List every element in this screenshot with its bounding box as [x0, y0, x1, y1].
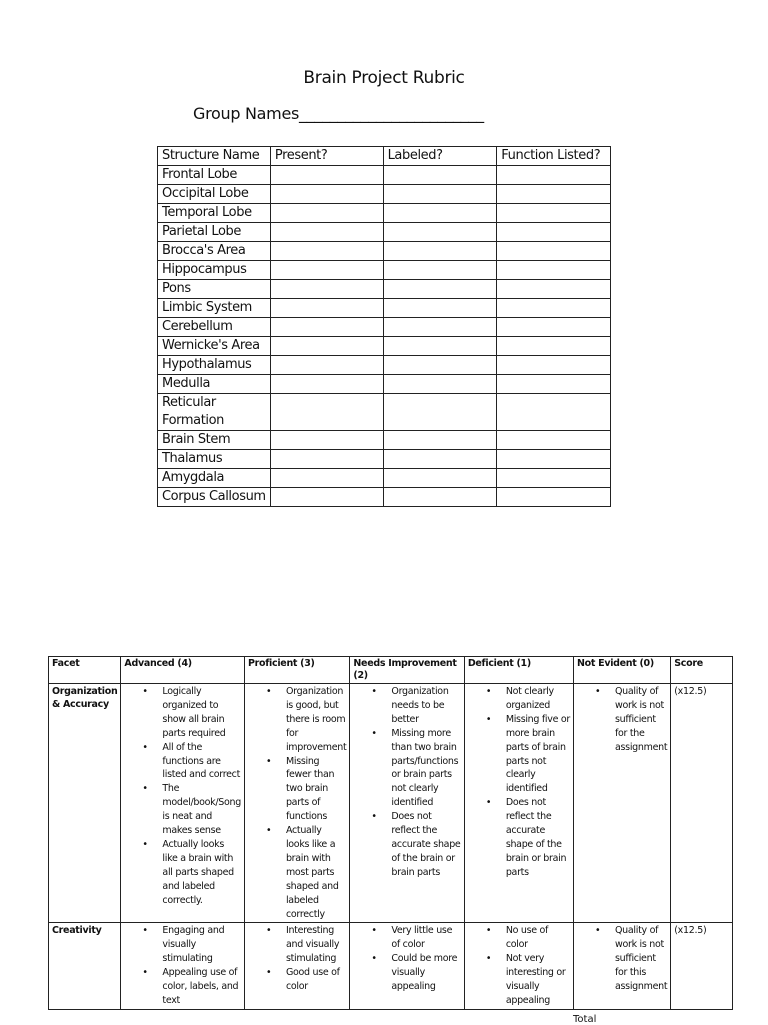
criteria-item: • Appealing use of color, labels, and text: [162, 966, 241, 1008]
criteria-item: • Missing fewer than two brain parts of functions: [286, 755, 346, 825]
present-cell: [270, 318, 383, 337]
not-evident-criteria-cell: [574, 684, 671, 923]
present-cell: [270, 450, 383, 469]
checklist-row: [158, 242, 611, 261]
function-listed-cell: [497, 488, 611, 507]
criteria-item: • Missing more than two brain parts/functions or brain parts not clearly identified: [391, 727, 460, 810]
criteria-list: [577, 685, 667, 755]
present-cell: [270, 223, 383, 242]
checklist-row: [158, 356, 611, 375]
advanced-criteria-cell: [121, 923, 245, 1009]
structure-name-cell: Temporal Lobe: [158, 204, 271, 223]
checklist-row: [158, 394, 611, 431]
labeled-cell: [383, 450, 497, 469]
criteria-item: • Interesting and visually stimulating: [286, 924, 346, 966]
structure-name-cell: Medulla: [158, 375, 271, 394]
function-listed-cell: [497, 318, 611, 337]
criteria-item: • Does not reflect the accurate shape of the brain or brain parts: [391, 810, 460, 880]
structure-name-cell: Reticular Formation: [158, 394, 271, 431]
present-cell: [270, 488, 383, 507]
criteria-item: • Organization needs to be better: [391, 685, 460, 727]
labeled-cell: [383, 318, 497, 337]
page-title: Brain Project Rubric: [303, 68, 465, 88]
criteria-item: • The model/book/Song is neat and makes sense: [162, 782, 241, 838]
structure-name-cell: Amygdala: [158, 469, 271, 488]
rubric-row: [49, 923, 733, 1009]
checklist-row: [158, 450, 611, 469]
rubric-header-deficient: Deficient (1): [464, 657, 573, 684]
present-cell: [270, 261, 383, 280]
structure-name-cell: Wernicke's Area: [158, 337, 271, 356]
rubric-header-row: [49, 657, 733, 684]
rubric-table: [48, 656, 733, 1010]
function-listed-cell: [497, 431, 611, 450]
checklist-row: [158, 488, 611, 507]
labeled-cell: [383, 204, 497, 223]
function-listed-cell: [497, 242, 611, 261]
checklist-row: [158, 280, 611, 299]
function-listed-cell: [497, 375, 611, 394]
advanced-criteria-cell: [121, 684, 245, 923]
labeled-cell: [383, 223, 497, 242]
header-function-listed: Function Listed?: [497, 147, 611, 166]
function-listed-cell: [497, 469, 611, 488]
criteria-item: • Missing five or more brain parts of brain parts not clearly identified: [506, 713, 570, 796]
criteria-item: • Organization is good, but there is room for improvement: [286, 685, 346, 755]
checklist-row: [158, 204, 611, 223]
header-labeled: Labeled?: [383, 147, 497, 166]
present-cell: [270, 375, 383, 394]
function-listed-cell: [497, 261, 611, 280]
proficient-criteria-cell: [244, 923, 349, 1009]
structure-name-cell: Brain Stem: [158, 431, 271, 450]
function-listed-cell: [497, 280, 611, 299]
labeled-cell: [383, 166, 497, 185]
criteria-list: [124, 685, 241, 908]
labeled-cell: [383, 280, 497, 299]
criteria-item: • Quality of work is not sufficient for the assignment: [615, 685, 667, 755]
structure-name-cell: Pons: [158, 280, 271, 299]
present-cell: [270, 242, 383, 261]
present-cell: [270, 337, 383, 356]
function-listed-cell: [497, 337, 611, 356]
structure-name-cell: Cerebellum: [158, 318, 271, 337]
checklist-row: [158, 318, 611, 337]
structure-name-cell: Thalamus: [158, 450, 271, 469]
structure-name-cell: Corpus Callosum: [158, 488, 271, 507]
present-cell: [270, 394, 383, 431]
present-cell: [270, 299, 383, 318]
labeled-cell: [383, 337, 497, 356]
rubric-header-proficient: Proficient (3): [244, 657, 349, 684]
checklist-row: [158, 299, 611, 318]
group-names-line: Group Names________________________: [193, 104, 484, 123]
checklist-row: [158, 185, 611, 204]
criteria-item: • Could be more visually appealing: [391, 952, 460, 994]
checklist-row: [158, 261, 611, 280]
structure-name-cell: Hippocampus: [158, 261, 271, 280]
labeled-cell: [383, 299, 497, 318]
function-listed-cell: [497, 166, 611, 185]
not-evident-criteria-cell: [574, 923, 671, 1009]
labeled-cell: [383, 375, 497, 394]
total-label: Total: [573, 1014, 597, 1025]
function-listed-cell: [497, 204, 611, 223]
function-listed-cell: [497, 185, 611, 204]
structure-checklist-table: [157, 146, 611, 507]
function-listed-cell: [497, 299, 611, 318]
present-cell: [270, 356, 383, 375]
checklist-header-row: [158, 147, 611, 166]
function-listed-cell: [497, 356, 611, 375]
structure-name-cell: Brocca's Area: [158, 242, 271, 261]
checklist-row: [158, 223, 611, 242]
labeled-cell: [383, 242, 497, 261]
criteria-list: [248, 924, 346, 994]
function-listed-cell: [497, 223, 611, 242]
facet-cell: Creativity: [49, 923, 121, 1009]
criteria-item: • Actually looks like a brain with most parts shaped and labeled correctly: [286, 824, 346, 921]
rubric-header-needs-improvement: Needs Improvement (2): [350, 657, 464, 684]
criteria-list: [577, 924, 667, 994]
proficient-criteria-cell: [244, 684, 349, 923]
function-listed-cell: [497, 394, 611, 431]
header-structure-name: Structure Name: [158, 147, 271, 166]
present-cell: [270, 469, 383, 488]
labeled-cell: [383, 356, 497, 375]
criteria-list: [353, 685, 460, 880]
criteria-list: [468, 924, 570, 1007]
structure-name-cell: Parietal Lobe: [158, 223, 271, 242]
rubric-header-facet: Facet: [49, 657, 121, 684]
criteria-item: • Good use of color: [286, 966, 346, 994]
criteria-list: [468, 685, 570, 880]
present-cell: [270, 166, 383, 185]
checklist-row: [158, 166, 611, 185]
checklist-row: [158, 431, 611, 450]
labeled-cell: [383, 469, 497, 488]
score-cell: (x12.5): [671, 684, 733, 923]
score-cell: (x12.5): [671, 923, 733, 1009]
criteria-item: • Does not reflect the accurate shape of the brain or brain parts: [506, 796, 570, 879]
deficient-criteria-cell: [464, 923, 573, 1009]
criteria-item: • Very little use of color: [391, 924, 460, 952]
criteria-list: [248, 685, 346, 921]
criteria-item: • Not clearly organized: [506, 685, 570, 713]
labeled-cell: [383, 431, 497, 450]
criteria-item: • Not very interesting or visually appealing: [506, 952, 570, 1008]
function-listed-cell: [497, 450, 611, 469]
present-cell: [270, 204, 383, 223]
header-present: Present?: [270, 147, 383, 166]
needs-improvement-criteria-cell: [350, 684, 464, 923]
criteria-item: • Actually looks like a brain with all parts shaped and labeled correctly.: [162, 838, 241, 908]
labeled-cell: [383, 261, 497, 280]
present-cell: [270, 431, 383, 450]
criteria-item: • Engaging and visually stimulating: [162, 924, 241, 966]
checklist-row: [158, 375, 611, 394]
criteria-item: • Quality of work is not sufficient for this assignment: [615, 924, 667, 994]
structure-name-cell: Limbic System: [158, 299, 271, 318]
criteria-item: • No use of color: [506, 924, 570, 952]
labeled-cell: [383, 488, 497, 507]
rubric-row: [49, 684, 733, 923]
checklist-row: [158, 469, 611, 488]
present-cell: [270, 280, 383, 299]
labeled-cell: [383, 394, 497, 431]
criteria-item: • Logically organized to show all brain parts required: [162, 685, 241, 741]
structure-name-cell: Frontal Lobe: [158, 166, 271, 185]
structure-name-cell: Occipital Lobe: [158, 185, 271, 204]
criteria-list: [353, 924, 460, 994]
present-cell: [270, 185, 383, 204]
criteria-list: [124, 924, 241, 1007]
rubric-header-advanced: Advanced (4): [121, 657, 245, 684]
needs-improvement-criteria-cell: [350, 923, 464, 1009]
criteria-item: • All of the functions are listed and correct: [162, 741, 241, 783]
rubric-header-not-evident: Not Evident (0): [574, 657, 671, 684]
structure-name-cell: Hypothalamus: [158, 356, 271, 375]
labeled-cell: [383, 185, 497, 204]
checklist-row: [158, 337, 611, 356]
facet-cell: Organization & Accuracy: [49, 684, 121, 923]
deficient-criteria-cell: [464, 684, 573, 923]
rubric-header-score: Score: [671, 657, 733, 684]
